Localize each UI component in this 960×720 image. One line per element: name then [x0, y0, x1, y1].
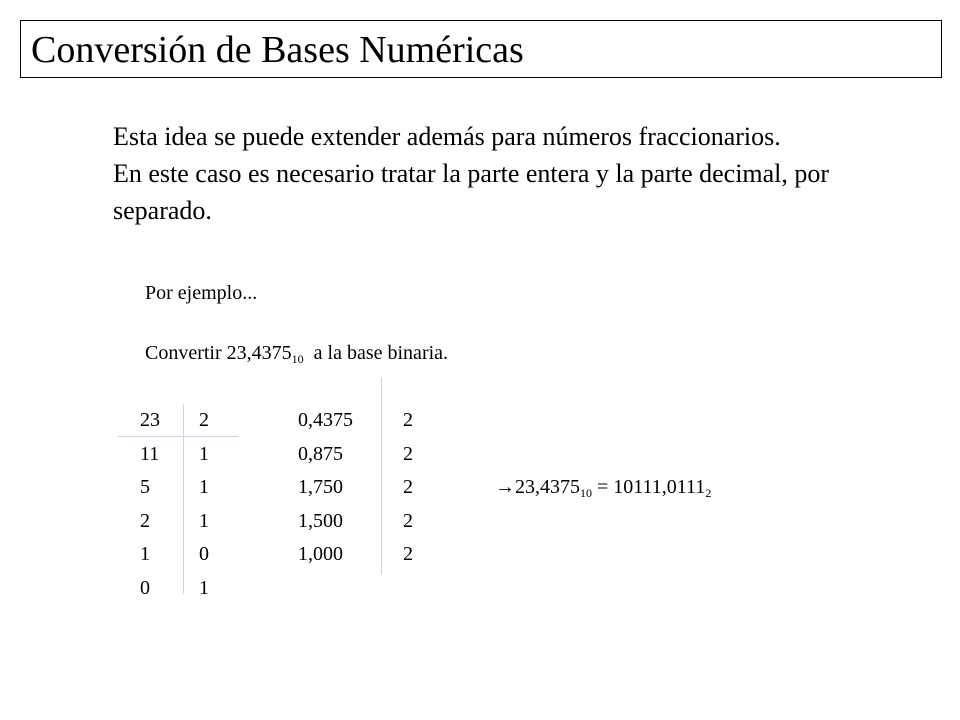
division-horizontal-line — [118, 436, 238, 437]
table-row — [118, 471, 238, 505]
result-binary: = 10111,0111 — [592, 476, 706, 498]
intro-line-1: Esta idea se puede extender además para números fraccionarios. — [113, 122, 781, 151]
fraction-value: 1,750 — [298, 476, 343, 498]
multiplication-vertical-line — [381, 378, 382, 574]
multiplier: 2 — [403, 509, 413, 532]
dividend: 1 — [140, 543, 150, 565]
multiplier: 2 — [403, 476, 413, 498]
fraction-value: 0,4375 — [298, 409, 353, 431]
table-row — [118, 505, 238, 539]
result-decimal-base: 10 — [580, 486, 592, 500]
division-vertical-line — [183, 404, 184, 594]
table-row — [118, 572, 238, 606]
table-row — [118, 438, 238, 472]
dividend: 11 — [140, 442, 160, 465]
intro-text — [113, 118, 873, 229]
multiplier: 2 — [403, 543, 413, 565]
fraction-value: 1,500 — [298, 509, 343, 532]
result-binary-base: 2 — [705, 486, 712, 500]
fraction-multiplication-table — [293, 404, 443, 572]
table-row — [293, 438, 443, 472]
table-row — [118, 538, 238, 572]
task-suffix: a la base binaria. — [313, 342, 449, 364]
example-label: Por ejemplo... — [145, 282, 258, 304]
remainder: 1 — [199, 476, 209, 498]
intro-line-2: En este caso es necesario tratar la parte entera y la parte decimal, por separado. — [113, 159, 830, 225]
title-box — [20, 20, 942, 78]
dividend: 0 — [140, 576, 150, 599]
multiplier: 2 — [403, 409, 413, 431]
fraction-value: 0,875 — [298, 442, 343, 465]
multiplier: 2 — [403, 442, 413, 465]
remainder: 0 — [199, 543, 209, 565]
table-row — [293, 471, 443, 505]
remainder: 1 — [199, 442, 209, 465]
remainder: 1 — [199, 576, 209, 599]
remainder: 1 — [199, 509, 209, 532]
table-row — [293, 404, 443, 438]
task-base: 10 — [291, 352, 304, 366]
table-row — [293, 538, 443, 572]
page-title: Conversión de Bases Numéricas — [31, 29, 524, 71]
dividend: 23 — [140, 409, 160, 431]
example-task — [145, 341, 448, 365]
table-row — [293, 505, 443, 539]
dividend: 2 — [140, 509, 150, 532]
integer-division-table — [118, 404, 238, 605]
conversion-result — [495, 475, 711, 499]
table-row — [118, 404, 238, 438]
fraction-value: 1,000 — [298, 543, 343, 565]
result-decimal: →23,4375 — [495, 476, 580, 498]
remainder: 2 — [199, 409, 209, 431]
dividend: 5 — [140, 476, 150, 498]
task-prefix: Convertir 23,4375 — [145, 342, 292, 364]
